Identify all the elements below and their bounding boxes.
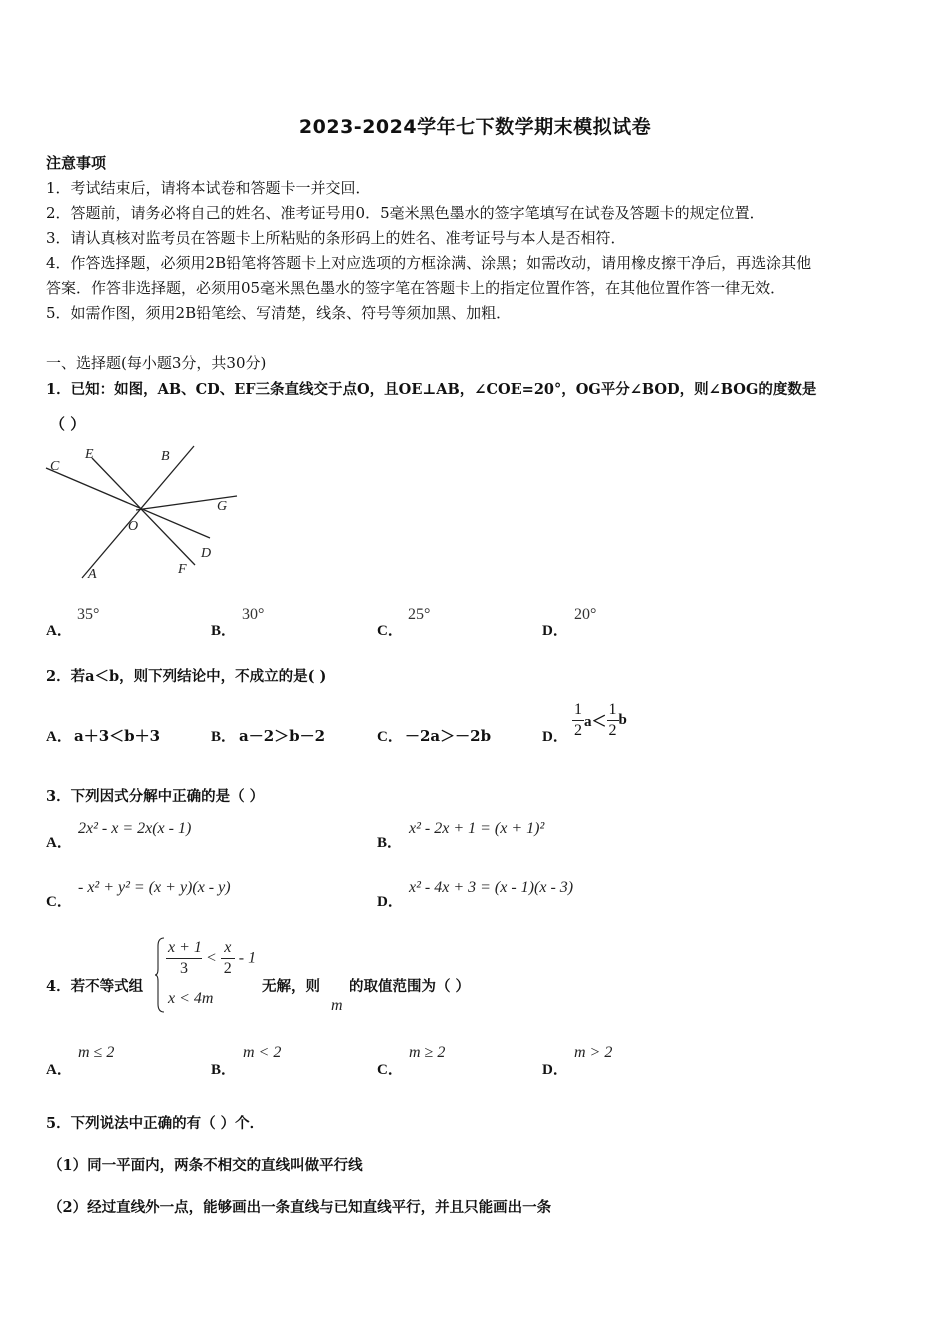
label-g: G: [217, 499, 228, 514]
section-heading: 一、选择题(每小题3分，共30分): [46, 354, 267, 372]
q2-option-b-letter: B．: [211, 729, 237, 745]
q4-option-a: m ≤ 2: [78, 1044, 115, 1061]
q3-option-d: x² - 4x + 3 = (x - 1)(x - 3): [409, 879, 574, 896]
q5-item-1: （1）同一平面内，两条不相交的直线叫做平行线: [48, 1157, 363, 1174]
q5-stem: 5．下列说法中正确的有（ ）个．: [46, 1115, 265, 1132]
q3-option-b: x² - 2x + 1 = (x + 1)²: [409, 820, 545, 837]
q1-paren: （ ）: [50, 415, 86, 433]
q2-option-d: $\frac{1}{2}$ a＜ $\frac{1}{2}$ b: [574, 701, 627, 739]
q4-option-b-letter: B．: [211, 1062, 237, 1078]
q4-option-d: m > 2: [574, 1044, 613, 1061]
q3-option-a: 2x² - x = 2x(x - 1): [78, 820, 192, 837]
q4-stem-mid: 无解，则: [262, 978, 320, 995]
q1-option-a: 35°: [77, 606, 100, 623]
q4-option-c: m ≥ 2: [409, 1044, 446, 1061]
q1-option-d: 20°: [574, 606, 597, 623]
notice-line-6: 5．如需作图，须用2B铅笔绘、写清楚，线条、符号等须加黑、加粗．: [46, 304, 512, 322]
q2-d-fraction-1: $\frac{1}{2}$: [574, 701, 582, 739]
q3-option-c: - x² + y² = (x + y)(x - y): [78, 879, 231, 896]
q4-option-a-letter: A．: [46, 1062, 72, 1078]
label-e: E: [85, 447, 94, 462]
q2-option-a: a＋3＜b＋3: [74, 727, 161, 745]
page-title: 2023-2024学年七下数学期末模拟试卷: [298, 116, 652, 138]
notice-line-5: 答案．作答非选择题，必须用05毫米黑色墨水的签字笔在答题卡上的指定位置作答，在其他位置作答一律无效．: [46, 279, 786, 297]
label-f: F: [178, 562, 187, 577]
q3-option-c-letter: C．: [46, 894, 72, 910]
label-a: A: [88, 567, 97, 582]
notice-line-4: 4．作答选择题，必须用2B铅笔将答题卡上对应选项的方框涂满、涂黑；如需改动，请用橡皮擦干净后，再选涂其他: [46, 254, 812, 272]
notice-heading: 注意事项: [46, 154, 107, 172]
notice-line-1: 1．考试结束后，请将本试卷和答题卡一并交回．: [46, 179, 371, 197]
q2-option-a-letter: A．: [46, 729, 72, 745]
q4-stem-end: 的取值范围为（ ）: [349, 978, 471, 995]
q1-option-c-letter: C．: [377, 623, 403, 639]
q5-item-2: （2）经过直线外一点，能够画出一条直线与已知直线平行，并且只能画出一条: [48, 1199, 552, 1216]
q4-brace: [154, 936, 166, 1014]
label-o: O: [128, 519, 139, 534]
q3-option-a-letter: A．: [46, 835, 72, 851]
q4-option-d-letter: D．: [542, 1062, 568, 1078]
q2-stem: 2．若a＜b，则下列结论中，不成立的是( ): [46, 668, 327, 685]
q4-option-b: m < 2: [243, 1044, 282, 1061]
q1-figure: [40, 440, 240, 585]
q1-option-b: 30°: [242, 606, 265, 623]
q4-stem-start: 4．若不等式组: [46, 978, 144, 995]
q3-option-b-letter: B．: [377, 835, 403, 851]
q4-var-m: m: [331, 997, 343, 1014]
q4-inequality-2: x < 4m: [168, 990, 214, 1007]
notice-line-2: 2．答题前，请务必将自己的姓名、准考证号用0．5毫米黑色墨水的签字笔填写在试卷及答题卡的规定位置．: [46, 204, 765, 222]
q4-option-c-letter: C．: [377, 1062, 403, 1078]
q3-option-d-letter: D．: [377, 894, 403, 910]
q2-option-d-letter: D．: [542, 729, 568, 745]
q4-inequality-1: $\frac{x + 1}{3}$ < $\frac{x}{2}$ - 1: [168, 939, 257, 977]
q2-option-b: a－2＞b－2: [239, 727, 326, 745]
label-c: C: [50, 459, 60, 474]
label-d: D: [201, 546, 212, 561]
q2-d-fraction-2: $\frac{1}{2}$: [608, 701, 617, 739]
q1-option-d-letter: D．: [542, 623, 568, 639]
label-b: B: [161, 449, 170, 464]
q1-stem: 1．已知：如图，AB、CD、EF三条直线交于点O，且OE⊥AB，∠COE=20°，OG平分∠BOD，则∠BOG的度数是: [46, 381, 817, 398]
q2-option-c-letter: C．: [377, 729, 403, 745]
q1-option-c: 25°: [408, 606, 431, 623]
q1-option-b-letter: B．: [211, 623, 237, 639]
q2-option-c: －2a＞－2b: [405, 727, 492, 745]
q1-option-a-letter: A．: [46, 623, 72, 639]
q3-stem: 3．下列因式分解中正确的是（ ）: [46, 788, 265, 805]
notice-line-3: 3．请认真核对监考员在答题卡上所粘贴的条形码上的姓名、准考证号与本人是否相符．: [46, 229, 626, 247]
